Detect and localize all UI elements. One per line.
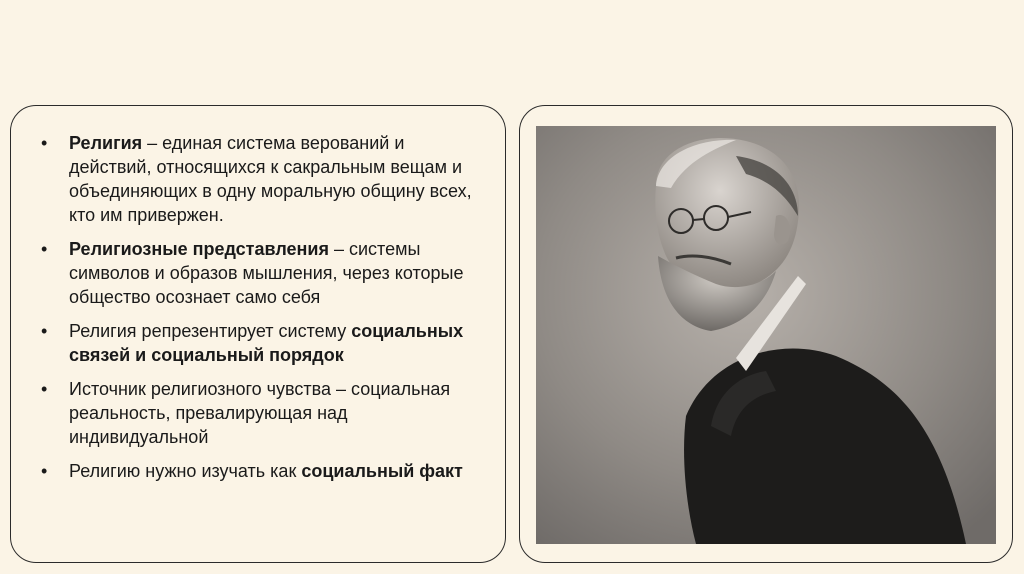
bullet-text: – единая система верований и действий, относящихся к сакральным вещам и объединяющих в одну моральную общину всех, кто им привержен. — [69, 133, 472, 225]
bullet-item — [41, 377, 475, 449]
portrait-photo — [536, 126, 996, 544]
bullet-bold-tail: социальный факт — [301, 461, 463, 481]
bullet-item — [41, 319, 475, 367]
bullet-bold-lead: Религия — [69, 133, 143, 153]
bullet-list — [11, 106, 505, 483]
bullet-text: – системы символов и образов мышления, через которые общество осознает само себя — [69, 239, 464, 307]
bullet-item — [41, 131, 475, 227]
bullet-bold-tail: социальных связей и социальный порядок — [69, 321, 464, 365]
bullet-item — [41, 237, 475, 309]
bullet-text: Религию нужно изучать как — [69, 461, 302, 481]
bullet-item — [41, 459, 475, 483]
text-panel — [10, 105, 506, 563]
photo-panel — [519, 105, 1013, 563]
bullet-bold-lead: Религиозные представления — [69, 239, 329, 259]
bullet-text: Источник религиозного чувства – социальная реальность, превалирующая над индивидуальной — [69, 379, 451, 447]
bullet-text: Религия репрезентирует систему — [69, 321, 352, 341]
